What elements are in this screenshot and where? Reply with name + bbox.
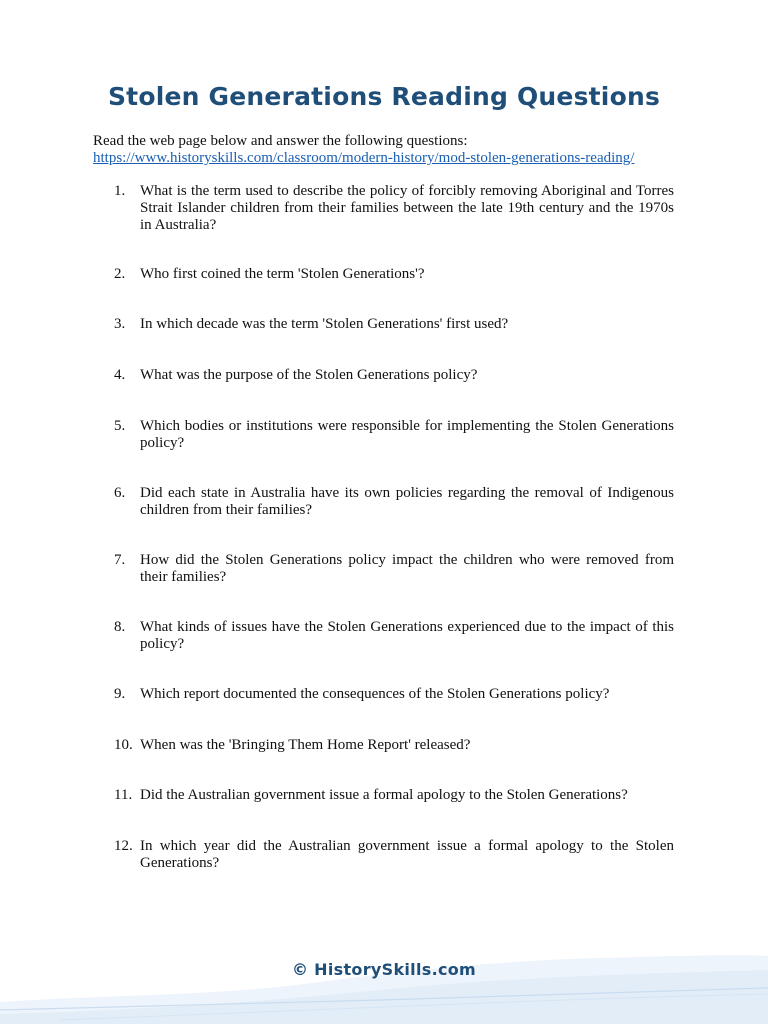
question-item xyxy=(114,686,674,703)
intro-instruction: Read the web page below and answer the following questions: xyxy=(93,133,468,149)
question-number: 4. xyxy=(114,367,126,383)
question-number: 6. xyxy=(114,485,126,501)
question-text: In which year did the Australian government issue a formal apology to the Stolen Generations? xyxy=(140,838,674,871)
question-item xyxy=(114,367,674,384)
question-number: 8. xyxy=(114,619,126,635)
question-item xyxy=(114,619,674,653)
question-number: 12. xyxy=(114,838,133,854)
question-number: 5. xyxy=(114,418,126,434)
question-item xyxy=(114,787,674,804)
question-text: Did each state in Australia have its own policies regarding the removal of Indigenous children from their families? xyxy=(140,485,674,518)
question-number: 11. xyxy=(114,787,133,803)
footer-brand: © HistorySkills.com xyxy=(292,960,476,979)
question-item xyxy=(114,183,674,234)
question-text: When was the 'Bringing Them Home Report' released? xyxy=(140,737,471,753)
question-item xyxy=(114,485,674,519)
question-text: How did the Stolen Generations policy impact the children who were removed from their families? xyxy=(140,552,674,585)
question-text: In which decade was the term 'Stolen Generations' first used? xyxy=(140,316,509,332)
question-item xyxy=(114,418,674,452)
question-item xyxy=(114,316,674,333)
question-text: Who first coined the term 'Stolen Generations'? xyxy=(140,266,425,282)
intro-block xyxy=(93,133,693,167)
question-text: Which bodies or institutions were responsible for implementing the Stolen Generations policy? xyxy=(140,418,674,451)
page-title: Stolen Generations Reading Questions xyxy=(107,82,661,111)
question-item xyxy=(114,838,674,872)
question-number: 7. xyxy=(114,552,126,568)
question-item xyxy=(114,552,674,586)
question-text: What was the purpose of the Stolen Generations policy? xyxy=(140,367,478,383)
footer-wave-decoration xyxy=(0,944,768,1024)
question-text: Which report documented the consequences of the Stolen Generations policy? xyxy=(140,686,610,702)
question-item xyxy=(114,737,674,754)
question-item xyxy=(114,266,674,283)
question-text: Did the Australian government issue a formal apology to the Stolen Generations? xyxy=(140,787,628,803)
question-number: 10. xyxy=(114,737,133,753)
question-number: 9. xyxy=(114,686,126,702)
question-text: What kinds of issues have the Stolen Generations experienced due to the impact of this policy? xyxy=(140,619,674,652)
question-text: What is the term used to describe the policy of forcibly removing Aboriginal and Torres Strait Islander children from their families between the late 19th century and the 1970s in Australia? xyxy=(140,183,674,233)
reading-link[interactable]: https://www.historyskills.com/classroom/modern-history/mod-stolen-generations-reading/ xyxy=(93,150,635,166)
question-number: 3. xyxy=(114,316,126,332)
question-number: 1. xyxy=(114,183,126,199)
question-number: 2. xyxy=(114,266,126,282)
